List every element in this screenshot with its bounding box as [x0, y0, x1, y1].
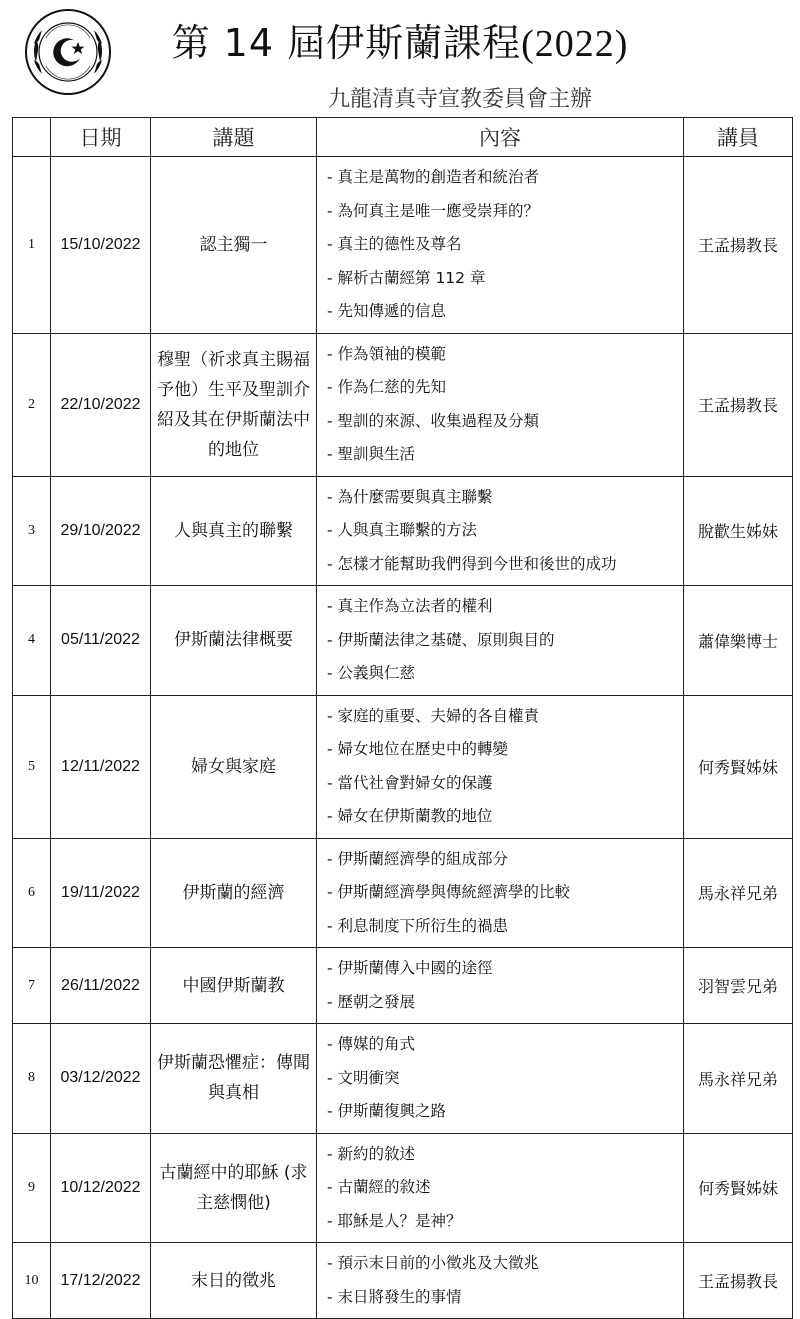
content-item: - 伊斯蘭法律之基礎、原則與目的 — [327, 630, 555, 649]
session-number: 7 — [13, 948, 51, 1024]
session-speaker: 何秀賢姊妹 — [684, 1133, 793, 1243]
session-topic: 穆聖（祈求真主賜福予他）生平及聖訓介紹及其在伊斯蘭法中的地位 — [151, 333, 317, 476]
content-item: - 伊斯蘭復興之路 — [327, 1102, 447, 1120]
session-content — [317, 1133, 684, 1243]
session-content — [317, 157, 684, 334]
session-number: 1 — [13, 157, 51, 334]
table-row — [13, 157, 793, 334]
session-content — [317, 838, 684, 948]
session-topic: 末日的徵兆 — [151, 1243, 317, 1319]
content-item: - 伊斯蘭經濟學的組成部分 — [327, 849, 509, 868]
session-topic: 伊斯蘭恐懼症：傳聞與真相 — [151, 1024, 317, 1134]
content-item: - 利息制度下所衍生的禍患 — [327, 916, 509, 935]
content-item: - 末日將發生的事情 — [327, 1287, 462, 1306]
header-speaker: 講員 — [684, 118, 793, 157]
session-number: 6 — [13, 838, 51, 948]
content-item: - 婦女地位在歷史中的轉變 — [327, 740, 509, 758]
table-row — [13, 1024, 793, 1134]
session-number: 9 — [13, 1133, 51, 1243]
session-speaker: 王孟揚教長 — [684, 157, 793, 334]
session-number: 3 — [13, 476, 51, 586]
session-number: 10 — [13, 1243, 51, 1319]
content-item: - 預示末日前的小徵兆及大徵兆 — [327, 1254, 540, 1272]
content-item: - 真主是萬物的創造者和統治者 — [327, 168, 540, 186]
session-date: 15/10/2022 — [51, 157, 151, 334]
content-item: - 為何真主是唯一應受崇拜的？ — [327, 201, 540, 220]
session-content — [317, 1024, 684, 1134]
page-title — [0, 12, 800, 67]
table-row — [13, 695, 793, 838]
session-number: 4 — [13, 586, 51, 696]
table-header-row — [13, 118, 793, 157]
session-speaker: 馬永祥兄弟 — [684, 838, 793, 948]
content-item: - 伊斯蘭傳入中國的途徑 — [327, 959, 493, 977]
session-date: 29/10/2022 — [51, 476, 151, 586]
content-item: - 古蘭經的敘述 — [327, 1178, 431, 1196]
session-topic: 伊斯蘭的經濟 — [151, 838, 317, 948]
session-date: 10/12/2022 — [51, 1133, 151, 1243]
session-date: 26/11/2022 — [51, 948, 151, 1024]
session-speaker: 王孟揚教長 — [684, 333, 793, 476]
organizer-subtitle: 九龍清真寺宣教委員會主辦 — [327, 87, 592, 112]
session-speaker: 脫歡生姊妹 — [684, 476, 793, 586]
session-content — [317, 333, 684, 476]
content-item: - 聖訓與生活 — [327, 445, 416, 463]
session-speaker: 羽智雲兄弟 — [684, 948, 793, 1024]
session-content — [317, 476, 684, 586]
session-date: 17/12/2022 — [51, 1243, 151, 1319]
header-content: 內容 — [317, 118, 684, 157]
content-item: - 真主作為立法者的權利 — [327, 597, 493, 615]
content-item: - 歷朝之發展 — [327, 992, 416, 1011]
session-content — [317, 695, 684, 838]
session-content — [317, 948, 684, 1024]
content-item: - 文明衝突 — [327, 1068, 400, 1087]
content-item: - 作為仁慈的先知 — [327, 378, 447, 396]
session-date: 12/11/2022 — [51, 695, 151, 838]
session-topic: 人與真主的聯繫 — [151, 476, 317, 586]
content-item: - 伊斯蘭經濟學與傳統經濟學的比較 — [327, 883, 571, 901]
session-topic: 伊斯蘭法律概要 — [151, 586, 317, 696]
course-schedule-table — [12, 117, 793, 1319]
content-item: - 先知傳遞的信息 — [327, 302, 447, 320]
title-text: 第 14 屆伊斯蘭課程 — [171, 21, 522, 65]
session-speaker: 何秀賢姊妹 — [684, 695, 793, 838]
content-item: - 為什麼需要與真主聯繫 — [327, 487, 493, 506]
header-topic: 講題 — [151, 118, 317, 157]
session-content — [317, 586, 684, 696]
content-item: - 耶穌是人？是神？ — [327, 1211, 462, 1230]
content-item: - 新約的敘述 — [327, 1144, 416, 1163]
content-item: - 怎樣才能幫助我們得到今世和後世的成功 — [327, 554, 617, 573]
content-item: - 傳媒的角式 — [327, 1035, 416, 1053]
content-item: - 當代社會對婦女的保護 — [327, 773, 493, 792]
header-date: 日期 — [51, 118, 151, 157]
session-topic: 中國伊斯蘭教 — [151, 948, 317, 1024]
session-speaker: 馬永祥兄弟 — [684, 1024, 793, 1134]
session-number: 8 — [13, 1024, 51, 1134]
session-content — [317, 1243, 684, 1319]
content-item: - 聖訓的來源、收集過程及分類 — [327, 411, 540, 430]
table-row — [13, 838, 793, 948]
session-speaker: 蕭偉樂博士 — [684, 586, 793, 696]
table-row — [13, 333, 793, 476]
session-number: 2 — [13, 333, 51, 476]
table-row — [13, 586, 793, 696]
table-row — [13, 476, 793, 586]
session-number: 5 — [13, 695, 51, 838]
session-date: 19/11/2022 — [51, 838, 151, 948]
session-date: 05/11/2022 — [51, 586, 151, 696]
content-item: - 婦女在伊斯蘭教的地位 — [327, 807, 493, 825]
content-item: - 解析古蘭經第 112 章 — [327, 268, 486, 287]
content-item: - 人與真主聯繫的方法 — [327, 521, 478, 539]
content-item: - 家庭的重要、夫婦的各自權責 — [327, 706, 540, 725]
session-topic: 古蘭經中的耶穌 (求主慈憫他) — [151, 1133, 317, 1243]
table-row — [13, 1243, 793, 1319]
session-topic: 認主獨一 — [151, 157, 317, 334]
session-topic: 婦女與家庭 — [151, 695, 317, 838]
session-date: 03/12/2022 — [51, 1024, 151, 1134]
title-year: (2022) — [521, 23, 629, 65]
session-speaker: 王孟揚教長 — [684, 1243, 793, 1319]
table-row — [13, 1133, 793, 1243]
header-number — [13, 118, 51, 157]
content-item: - 真主的德性及尊名 — [327, 235, 462, 253]
content-item: - 作為領袖的模範 — [327, 344, 447, 363]
table-row — [13, 948, 793, 1024]
content-item: - 公義與仁慈 — [327, 664, 416, 682]
session-date: 22/10/2022 — [51, 333, 151, 476]
